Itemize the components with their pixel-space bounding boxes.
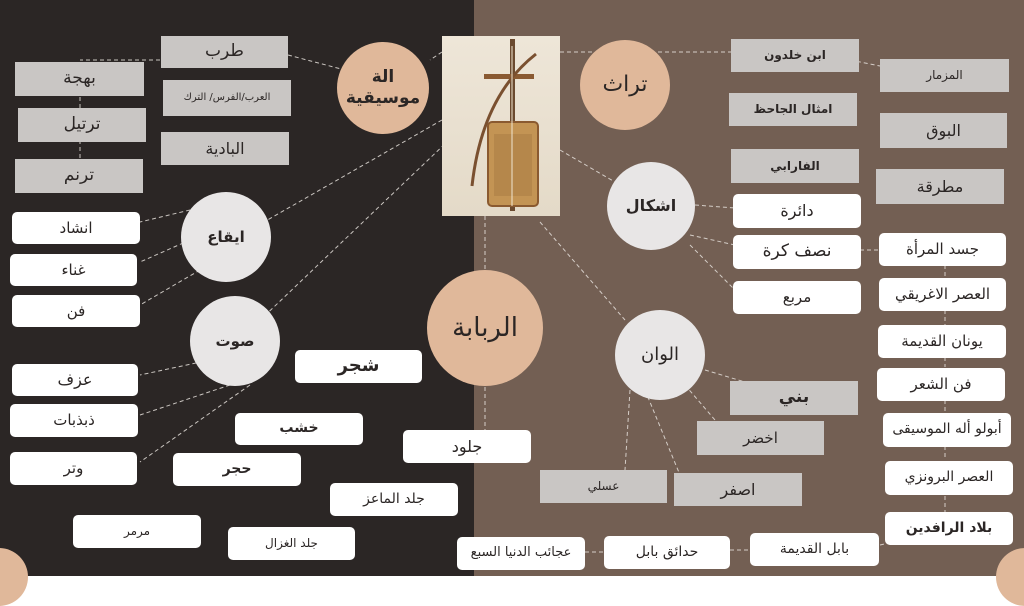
node-circle-shape: دائرة [733,194,861,228]
node-seven-wonders: عجائب الدنيا السبع [457,537,585,570]
node-green: اخضر [697,421,824,455]
hub-heritage: تراث [580,40,670,130]
node-brown: بني [730,381,858,415]
node-inshad: انشاد [12,212,140,244]
hub-sound: صوت [190,296,280,386]
node-tarannum: ترنم [15,159,143,193]
node-square-shape: مربع [733,281,861,314]
node-ancient-babylon: بابل القديمة [750,533,879,566]
node-jahiz: امثال الجاحظ [729,93,857,126]
node-ancient-greece: يونان القديمة [878,325,1006,358]
node-jild-maiz: جلد الماعز [330,483,458,516]
node-bronze-age: العصر البرونزي [885,461,1013,495]
node-buq: البوق [880,113,1007,148]
rababa-drawing [442,36,560,216]
node-greek-era: العصر الاغريقي [879,278,1006,311]
hub-colors: الوان [615,310,705,400]
node-tarab: طرب [161,36,288,68]
node-mitraqa: مطرقة [876,169,1004,204]
node-hajar: حجر [173,453,301,486]
node-half-ball: نصف كرة [733,235,861,269]
node-badia: البادية [161,132,289,165]
node-yellow: اصفر [674,473,802,506]
node-marmar: مرمر [73,515,201,548]
node-peoples: العرب/الفرس/ الترك [163,80,291,116]
node-shajar: شجر [295,350,422,383]
node-julud: جلود [403,430,531,463]
hub-shapes: اشكال [607,162,695,250]
hub-music-instrument: الة موسيقية [337,42,429,134]
node-dhabadhabat: ذبذبات [10,404,138,437]
hub-rhythm: ايقاع [181,192,271,282]
node-watar: وتر [10,452,137,485]
node-khashab: خشب [235,413,363,445]
node-fann: فن [12,295,140,327]
node-mizmar: المزمار [880,59,1009,92]
center-title: الربابة [427,270,543,386]
node-woman-body: جسد المرأة [879,233,1006,266]
node-apollo: أبولو أله الموسيقى [883,413,1011,447]
rababa-instrument-image [442,36,560,216]
node-azf: عزف [12,364,138,396]
node-jild-ghazal: جلد الغزال [228,527,355,560]
node-honey: عسلي [540,470,667,503]
node-ibn-khaldun: ابن خلدون [731,39,859,72]
node-tartil: ترتيل [18,108,146,142]
node-mesopotamia: بلاد الرافدين [885,512,1013,545]
node-babylon-gardens: حدائق بابل [604,536,730,569]
node-poetry: فن الشعر [877,368,1005,401]
node-ghina: غناء [10,254,137,286]
node-farabi: الفارابي [731,149,859,183]
node-bahja: بهجة [15,62,144,96]
